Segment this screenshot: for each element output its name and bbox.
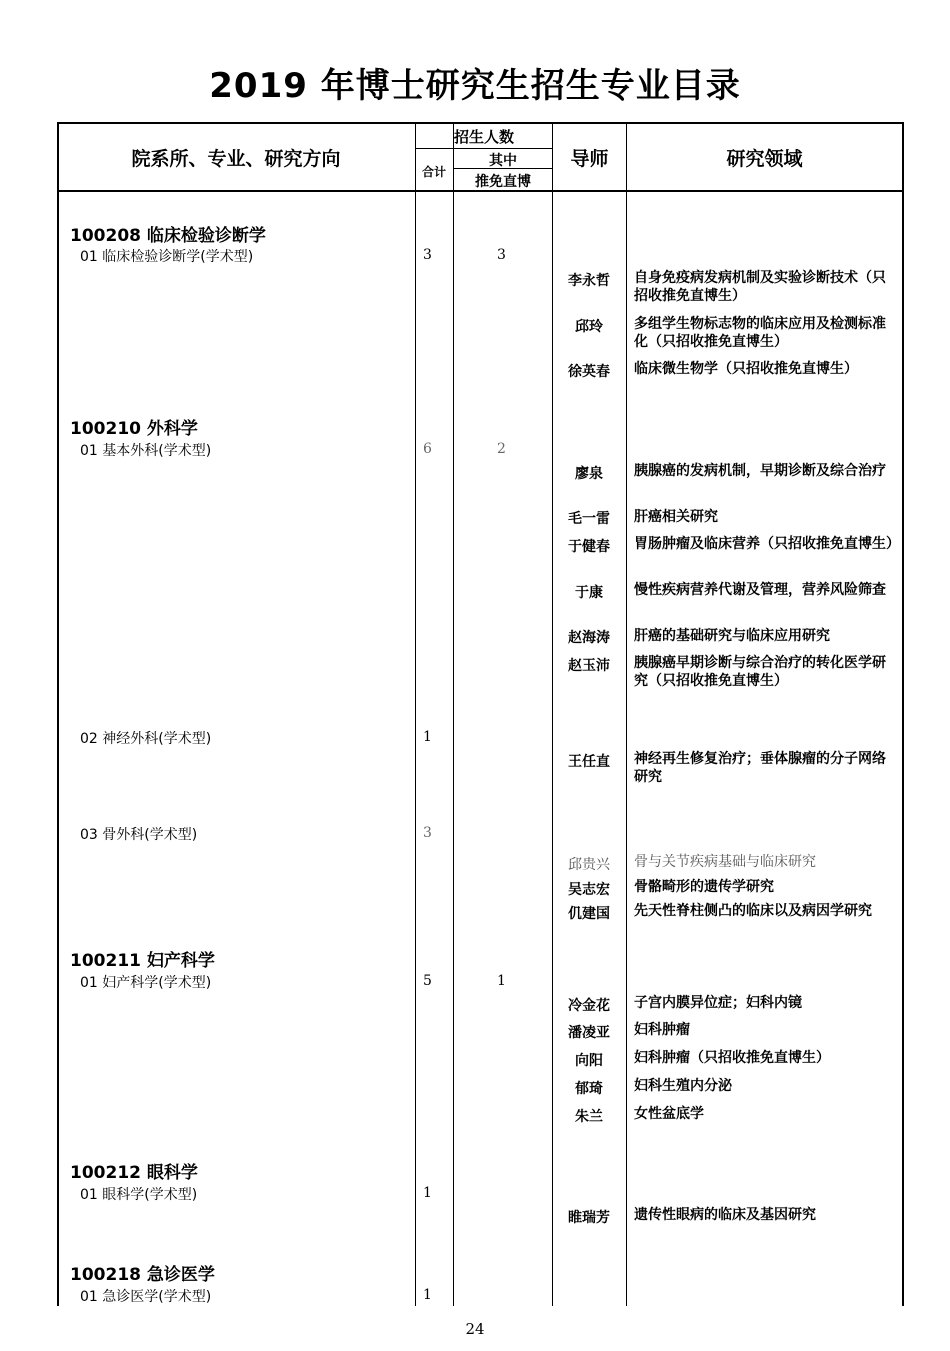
tutor-name: 吴志宏 [568, 882, 610, 898]
direction-label: 01 眼科学(学术型) [80, 1187, 198, 1203]
page-number: 24 [465, 1320, 485, 1338]
tutor-name: 冷金花 [568, 998, 610, 1014]
tutor-name: 王任直 [568, 754, 610, 770]
exempt-count: 1 [497, 973, 506, 989]
research-field: 肝癌的基础研究与临床应用研究 [634, 628, 830, 644]
tutor-name: 赵海涛 [568, 630, 610, 646]
direction-label: 03 骨外科(学术型) [80, 827, 198, 843]
col-divider-total [415, 122, 416, 1306]
header-total: 合计 [421, 165, 446, 179]
research-field: 妇科肿瘤 [634, 1022, 690, 1038]
direction-label: 01 急诊医学(学术型) [80, 1289, 212, 1305]
page-title: 2019 年博士研究生招生专业目录 [209, 66, 741, 106]
direction-label: 02 神经外科(学术型) [80, 731, 212, 747]
header-of-which: 其中 [489, 153, 517, 169]
research-field: 骨与关节疾病基础与临床研究 [634, 854, 816, 870]
research-field: 骨骼畸形的遗传学研究 [634, 879, 774, 895]
table-top-border [57, 122, 904, 124]
research-field: 先天性脊柱侧凸的临床以及病因学研究 [634, 903, 872, 919]
total-count: 6 [423, 441, 432, 457]
research-field: 妇科肿瘤（只招收推免直博生） [634, 1050, 830, 1066]
major-code: 100211 妇产科学 [70, 951, 215, 971]
research-field: 胰腺癌早期诊断与综合治疗的转化医学研究（只招收推免直博生） [634, 655, 886, 689]
major-code: 100208 临床检验诊断学 [70, 226, 266, 246]
major-code: 100212 眼科学 [70, 1163, 198, 1183]
total-count: 1 [423, 1185, 432, 1201]
major-code: 100218 急诊医学 [70, 1265, 215, 1285]
col-divider-exempt [453, 122, 454, 1306]
direction-label: 01 基本外科(学术型) [80, 443, 212, 459]
research-field: 遗传性眼病的临床及基因研究 [634, 1207, 816, 1223]
direction-label: 01 妇产科学(学术型) [80, 975, 212, 991]
research-field: 胃肠肿瘤及临床营养（只招收推免直博生） [634, 536, 900, 552]
research-field: 多组学生物标志物的临床应用及检测标准化（只招收推免直博生） [634, 316, 886, 350]
total-count: 5 [423, 973, 432, 989]
total-count: 1 [423, 1287, 432, 1303]
research-field: 胰腺癌的发病机制，早期诊断及综合治疗 [634, 463, 886, 479]
header-enroll-divider [415, 148, 553, 149]
tutor-name: 廖泉 [575, 466, 603, 482]
total-count: 3 [423, 247, 432, 263]
tutor-name: 于健春 [568, 539, 610, 555]
header-enroll-count: 招生人数 [453, 128, 514, 146]
research-field: 妇科生殖内分泌 [634, 1078, 732, 1094]
tutor-name: 郁琦 [575, 1081, 603, 1097]
research-field: 慢性疾病营养代谢及管理，营养风险筛查 [634, 582, 886, 598]
exempt-count: 2 [497, 441, 506, 457]
tutor-name: 仉建国 [568, 906, 610, 922]
tutor-name: 睢瑞芳 [568, 1210, 610, 1226]
tutor-name: 邱贵兴 [568, 857, 610, 873]
tutor-name: 于康 [575, 585, 603, 601]
total-count: 1 [423, 729, 432, 745]
research-field: 女性盆底学 [634, 1106, 704, 1122]
table-border-right [902, 122, 904, 1306]
header-tutor: 导师 [570, 148, 609, 170]
research-field: 临床微生物学（只招收推免直博生） [634, 361, 858, 377]
research-field: 肝癌相关研究 [634, 509, 718, 525]
col-divider-field [626, 122, 627, 1306]
table-border-left [57, 122, 59, 1306]
research-field: 神经再生修复治疗；垂体腺瘤的分子网络研究 [634, 751, 886, 785]
research-field: 子宫内膜异位症；妇科内镜 [634, 995, 802, 1011]
tutor-name: 毛一雷 [568, 511, 610, 527]
direction-label: 01 临床检验诊断学(学术型) [80, 249, 254, 265]
tutor-name: 邱玲 [575, 319, 603, 335]
tutor-name: 朱兰 [575, 1109, 603, 1125]
tutor-name: 李永哲 [568, 273, 610, 289]
tutor-name: 赵玉沛 [568, 658, 610, 674]
tutor-name: 向阳 [575, 1053, 603, 1069]
header-exempt: 推免直博 [475, 174, 531, 190]
header-direction: 院系所、专业、研究方向 [131, 148, 341, 170]
exempt-count: 3 [497, 247, 506, 263]
tutor-name: 徐英春 [568, 364, 610, 380]
research-field: 自身免疫病发病机制及实验诊断技术（只招收推免直博生） [634, 270, 886, 304]
header-research-field: 研究领域 [726, 148, 803, 170]
tutor-name: 潘凌亚 [568, 1025, 610, 1041]
major-code: 100210 外科学 [70, 419, 198, 439]
total-count: 3 [423, 825, 432, 841]
col-divider-tutor [552, 122, 553, 1306]
